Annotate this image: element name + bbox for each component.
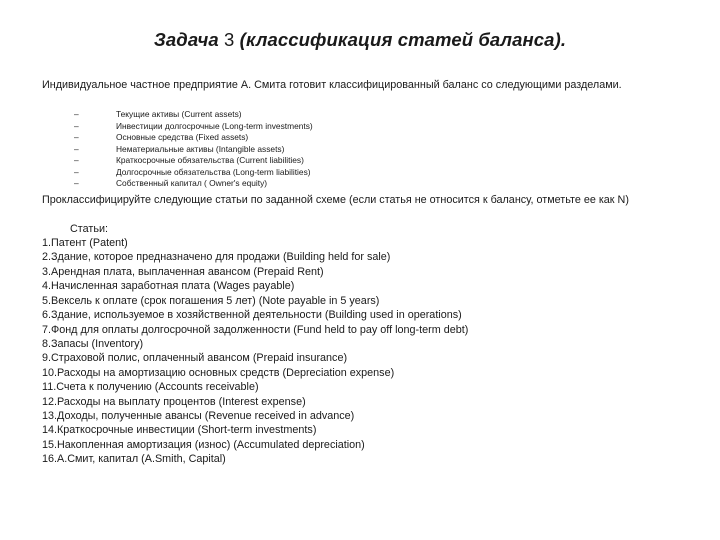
- section-item: [74, 109, 313, 121]
- section-item: [74, 132, 313, 144]
- section-text: Краткосрочные обязательства (Current liabilities): [116, 155, 304, 166]
- section-item: [74, 121, 313, 133]
- list-item: 16.А.Смит, капитал (A.Smith, Capital): [42, 453, 226, 466]
- list-item: 4.Начисленная заработная плата (Wages payable): [42, 280, 295, 293]
- section-text: Инвестиции долгосрочные (Long-term investments): [116, 120, 313, 131]
- section-dash: –: [74, 109, 79, 119]
- items-heading: Статьи:: [70, 223, 108, 235]
- task-instruction: Проклассифицируйте следующие статьи по заданной схеме (если статья не относится к балансу, отметьте ее как N): [42, 194, 629, 206]
- list-item: 7.Фонд для оплаты долгосрочной задолженности (Fund held to pay off long-term debt): [42, 323, 469, 336]
- list-item: 2.Здание, которое предназначено для продажи (Building held for sale): [42, 251, 391, 264]
- section-dash: –: [74, 143, 79, 154]
- list-item: 14.Краткосрочные инвестиции (Short-term investments): [42, 424, 317, 437]
- section-text: Нематериальные активы (Intangible assets): [116, 143, 285, 154]
- list-item: 10.Расходы на амортизацию основных средств (Depreciation expense): [42, 366, 395, 379]
- title-suffix: (классификация статей баланса).: [234, 29, 567, 50]
- items-list: [42, 236, 468, 467]
- title-number: 3: [224, 29, 235, 50]
- balance-sections-list: [74, 109, 313, 190]
- section-text: Текущие активы (Current assets): [116, 109, 242, 119]
- section-item: [74, 167, 313, 179]
- section-item: [74, 178, 313, 190]
- list-item: 1.Патент (Patent): [42, 237, 128, 249]
- section-text: Собственный капитал ( Owner's equity): [116, 178, 268, 189]
- title-prefix: Задача: [153, 29, 225, 50]
- section-dash: –: [74, 155, 79, 166]
- list-item: 6.Здание, используемое в хозяйственной деятельности (Building used in operations): [42, 309, 462, 322]
- list-item: 9.Страховой полис, оплаченный авансом (Prepaid insurance): [42, 352, 348, 365]
- list-item: 5.Вексель к оплате (срок погашения 5 лет) (Note payable in 5 years): [42, 294, 380, 307]
- list-item: 12.Расходы на выплату процентов (Interest expense): [42, 395, 306, 408]
- list-item: 13.Доходы, полученные авансы (Revenue received in advance): [42, 410, 355, 423]
- slide-title: [0, 29, 720, 51]
- intro-paragraph: Индивидуальное частное предприятие А. Смита готовит классифицированный баланс со следующими разделами.: [42, 79, 622, 91]
- list-item: 8.Запасы (Inventory): [42, 337, 144, 350]
- list-item: 15.Накопленная амортизация (износ) (Accumulated depreciation): [42, 438, 365, 451]
- section-text: Основные средства (Fixed assets): [116, 132, 249, 143]
- section-text: Долгосрочные обязательства (Long-term liabilities): [116, 166, 311, 177]
- section-dash: –: [74, 166, 79, 177]
- list-item: 3.Арендная плата, выплаченная авансом (Prepaid Rent): [42, 265, 324, 278]
- list-item: 11.Счета к получению (Accounts receivable): [42, 381, 259, 394]
- section-dash: –: [74, 132, 79, 143]
- section-dash: –: [74, 178, 79, 189]
- section-dash: –: [74, 120, 79, 131]
- section-item: [74, 144, 313, 156]
- section-item: [74, 155, 313, 167]
